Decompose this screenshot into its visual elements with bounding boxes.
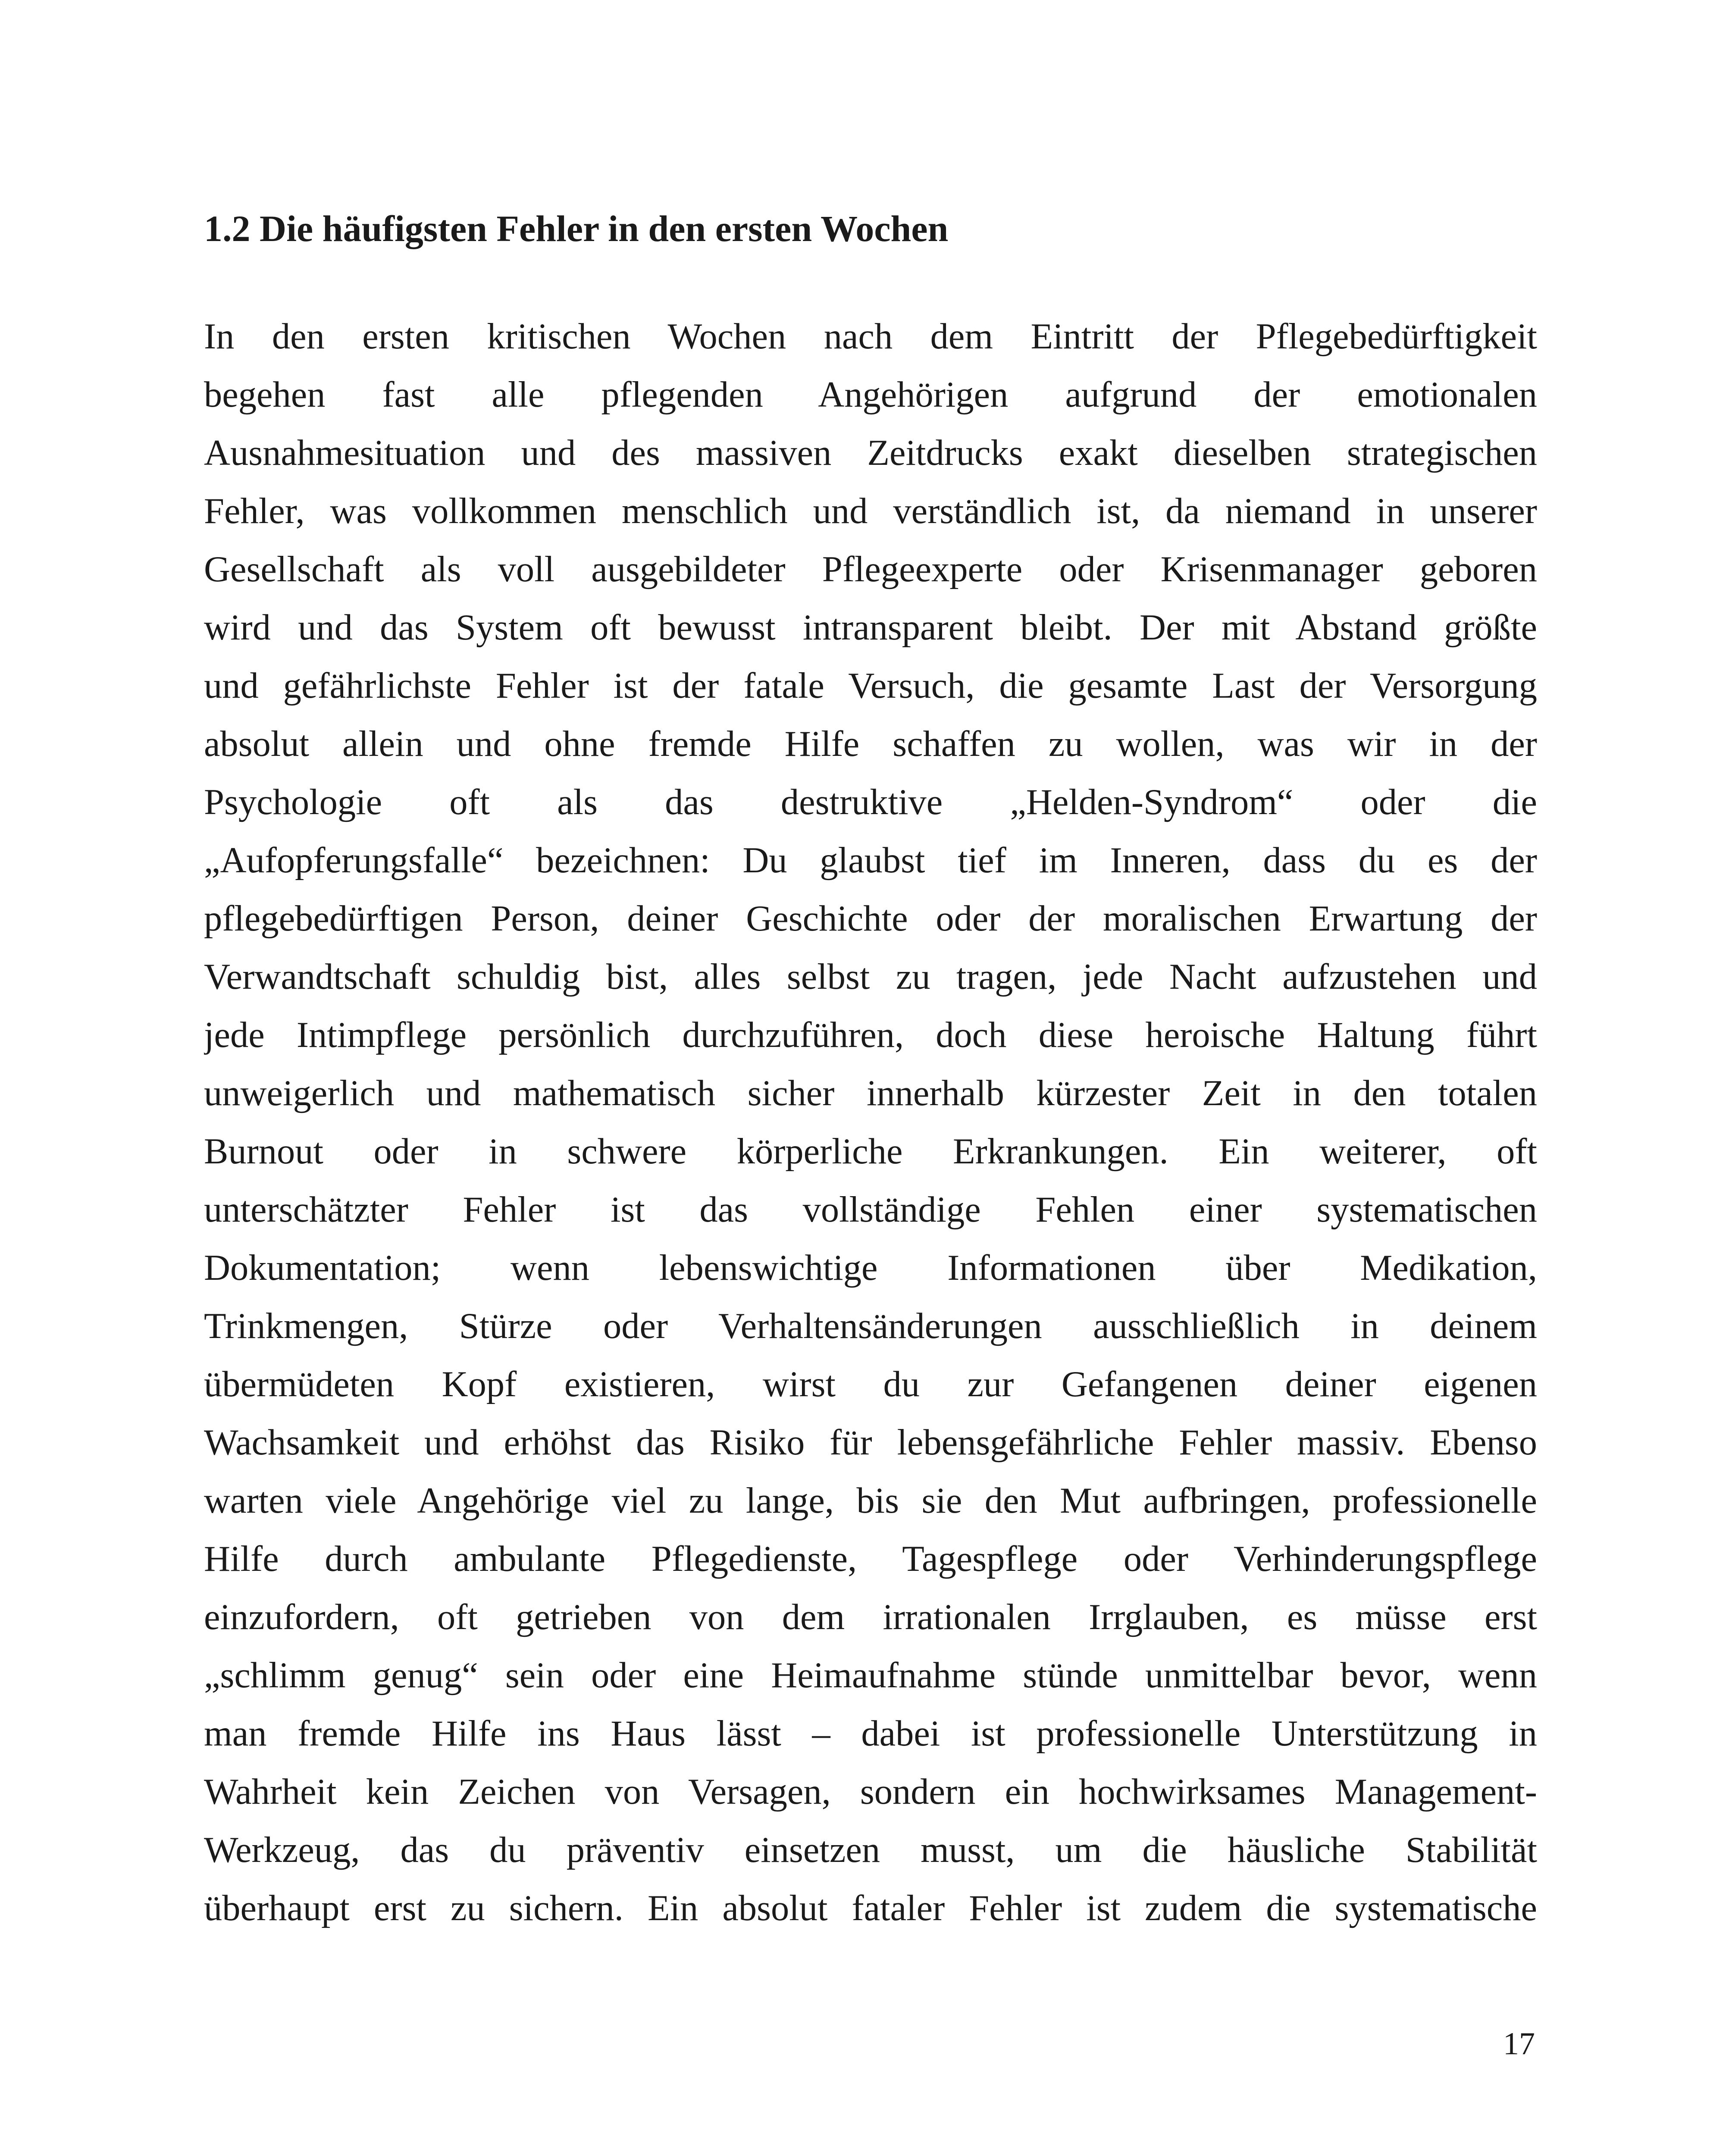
text-line: man fremde Hilfe ins Haus lässt – dabei ist professionelle Unterstützung in [204,1714,1537,1754]
section-heading: 1.2 Die häufigsten Fehler in den ersten Wochen [204,208,949,249]
text-line: begehen fast alle pflegenden Angehörigen aufgrund der emotionalen [204,375,1537,415]
text-line: Wachsamkeit und erhöhst das Risiko für lebensgefährliche Fehler massiv. Ebenso [204,1423,1537,1463]
text-line: Gesellschaft als voll ausgebildeter Pflegeexperte oder Krisenmanager geboren [204,549,1537,589]
text-line: einzufordern, oft getrieben von dem irrationalen Irrglauben, es müsse erst [204,1597,1537,1637]
text-line: Burnout oder in schwere körperliche Erkrankungen. Ein weiterer, oft [204,1131,1537,1172]
text-line: „Aufopferungsfalle“ bezeichnen: Du glaubst tief im Inneren, dass du es der [204,840,1537,881]
text-line: Verwandtschaft schuldig bist, alles selbst zu tragen, jede Nacht aufzustehen und [204,957,1537,997]
text-line: Wahrheit kein Zeichen von Versagen, sondern ein hochwirksames Management- [204,1772,1537,1812]
text-line: unterschätzter Fehler ist das vollständige Fehlen einer systematischen [204,1190,1537,1230]
text-line: Dokumentation; wenn lebenswichtige Informationen über Medikation, [204,1248,1537,1288]
text-line: unweigerlich und mathematisch sicher innerhalb kürzester Zeit in den totalen [204,1073,1537,1113]
text-line: wird und das System oft bewusst intransparent bleibt. Der mit Abstand größte [204,608,1537,648]
text-line: jede Intimpflege persönlich durchzuführen, doch diese heroische Haltung führt [204,1015,1537,1055]
text-line: pflegebedürftigen Person, deiner Geschichte oder der moralischen Erwartung der [204,899,1537,939]
text-line: „schlimm genug“ sein oder eine Heimaufnahme stünde unmittelbar bevor, wenn [204,1655,1537,1695]
text-line: überhaupt erst zu sichern. Ein absolut fataler Fehler ist zudem die systematische [204,1888,1537,1928]
text-line: Fehler, was vollkommen menschlich und verständlich ist, da niemand in unserer [204,491,1537,531]
text-line: Psychologie oft als das destruktive „Helden-Syndrom“ oder die [204,782,1537,822]
text-line: absolut allein und ohne fremde Hilfe schaffen zu wollen, was wir in der [204,724,1537,764]
text-line: Hilfe durch ambulante Pflegedienste, Tagespflege oder Verhinderungspflege [204,1539,1537,1579]
text-line: Werkzeug, das du präventiv einsetzen musst, um die häusliche Stabilität [204,1830,1537,1870]
text-line: warten viele Angehörige viel zu lange, bis sie den Mut aufbringen, professionelle [204,1481,1537,1521]
body-paragraph [204,307,1537,1937]
text-line: übermüdeten Kopf existieren, wirst du zur Gefangenen deiner eigenen [204,1364,1537,1404]
text-line: Trinkmengen, Stürze oder Verhaltensänderungen ausschließlich in deinem [204,1306,1537,1346]
text-line: Ausnahmesituation und des massiven Zeitdrucks exakt dieselben strategischen [204,433,1537,473]
page-number: 17 [1503,2026,1535,2062]
text-line: In den ersten kritischen Wochen nach dem Eintritt der Pflegebedürftigkeit [204,317,1537,357]
text-line: und gefährlichste Fehler ist der fatale Versuch, die gesamte Last der Versorgung [204,666,1537,706]
